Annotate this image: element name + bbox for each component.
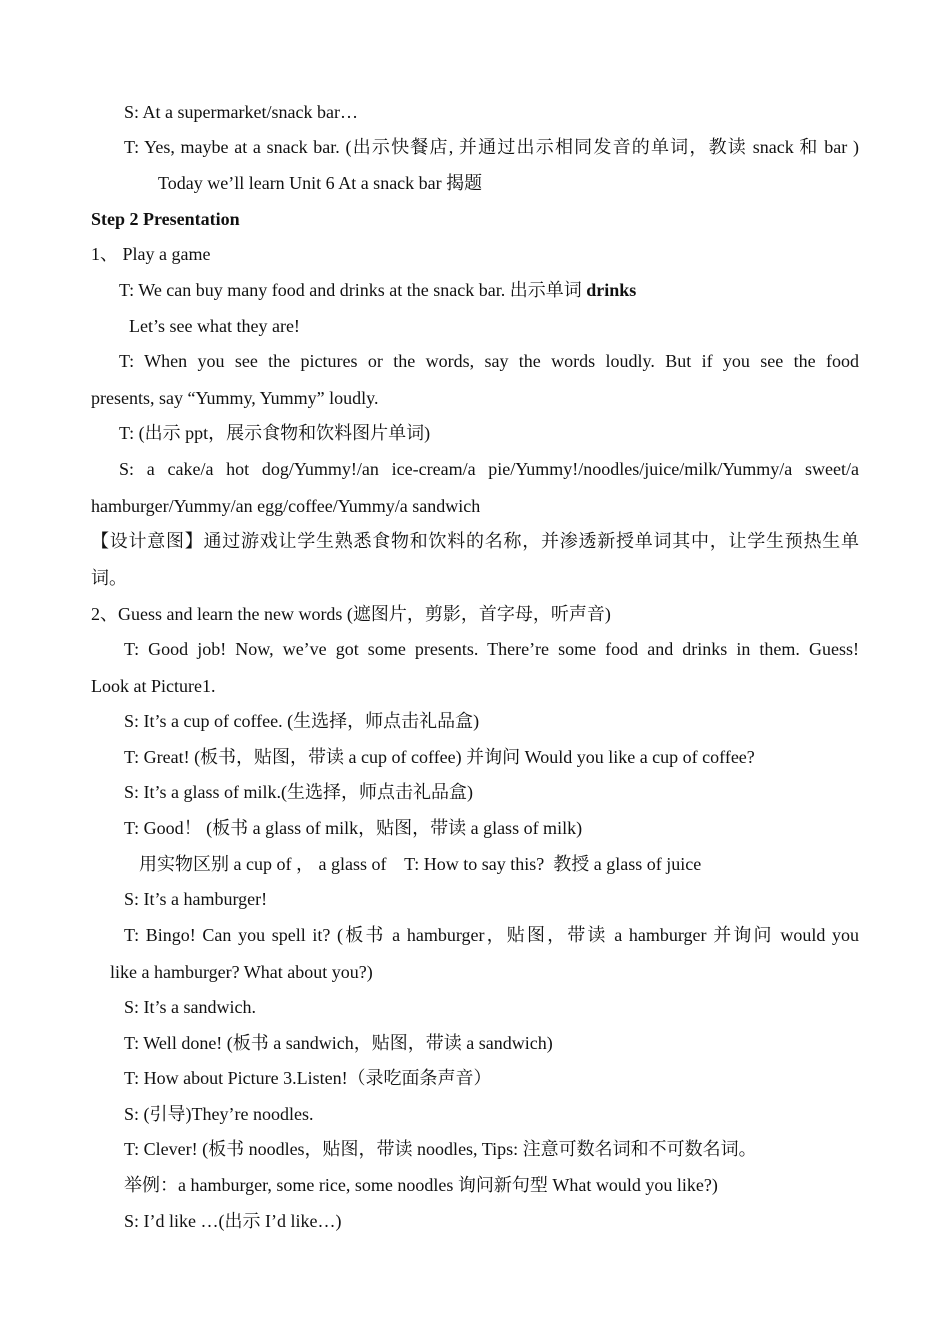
text-line: Let’s see what they are! (129, 316, 300, 336)
text-line: T: Bingo! Can you spell it? (板书 a hamburger，贴图，带读 a hamburger 并询问 would you (124, 925, 859, 945)
text-line: hamburger/Yummy/an egg/coffee/Yummy/a sandwich (91, 496, 481, 516)
text-line: S: It’s a glass of milk.(生选择，师点击礼品盒) (124, 782, 473, 802)
text-line: T: Good job! Now, we’ve got some presents. There’re some food and drinks in them. Guess! (124, 639, 859, 659)
text-line: S: At a supermarket/snack bar… (124, 102, 358, 122)
text-line: T: When you see the pictures or the words, say the words loudly. But if you see the food (119, 351, 859, 371)
text-line: S: It’s a sandwich. (124, 997, 256, 1017)
text-line: T: Clever! (板书 noodles，贴图，带读 noodles, Tips: 注意可数名词和不可数名词。 (124, 1139, 757, 1159)
bold-word: drinks (586, 280, 637, 300)
text-line: T: Great! (板书，贴图，带读 a cup of coffee) 并询问 Would you like a cup of coffee? (124, 747, 755, 767)
text-line: Look at Picture1. (91, 676, 216, 696)
list-item: 1、 Play a game (91, 244, 211, 264)
list-item: 2、Guess and learn the new words (遮图片，剪影，首字母，听声音) (91, 604, 611, 624)
text-line: presents, say “Yummy, Yummy” loudly. (91, 388, 379, 408)
text-line: T: Well done! (板书 a sandwich，贴图，带读 a sandwich) (124, 1033, 553, 1053)
text-line: T: How about Picture 3.Listen!（录吃面条声音） (124, 1068, 492, 1088)
design-intent-line: 【设计意图】通过游戏让学生熟悉食物和饮料的名称，并渗透新授单词其中，让学生预热生单 (91, 531, 859, 551)
text-line (119, 278, 636, 302)
section-heading: Step 2 Presentation (91, 209, 240, 229)
text-line: S: I’d like …(出示 I’d like…) (124, 1211, 342, 1231)
text-line: Today we’ll learn Unit 6 At a snack bar 揭题 (158, 173, 483, 193)
text-line: 举例：a hamburger, some rice, some noodles 询问新句型 What would you like?) (124, 1175, 718, 1195)
text-line: T: Good！ (板书 a glass of milk，贴图，带读 a glass of milk) (124, 818, 583, 838)
text-line: S: a cake/a hot dog/Yummy!/an ice-cream/a pie/Yummy!/noodles/juice/milk/Yummy/a sweet/a (119, 459, 859, 479)
text-line: S: It’s a cup of coffee. (生选择，师点击礼品盒) (124, 711, 480, 731)
text-line: like a hamburger? What about you?) (110, 962, 373, 982)
text-line: T: (出示 ppt，展示食物和饮料图片单词) (119, 423, 431, 443)
text-line: 用实物区别 a cup of ， a glass of T: How to say this? 教授 a glass of juice (139, 854, 702, 874)
text-line: S: (引导)They’re noodles. (124, 1104, 314, 1124)
text-line: S: It’s a hamburger! (124, 889, 268, 909)
text-line: 词。 (91, 568, 127, 588)
text-segment: T: We can buy many food and drinks at the snack bar. 出示单词 (119, 280, 587, 300)
text-line: T: Yes, maybe at a snack bar. (出示快餐店, 并通过出示相同发音的单词，教读 snack 和 bar ) (124, 137, 859, 157)
